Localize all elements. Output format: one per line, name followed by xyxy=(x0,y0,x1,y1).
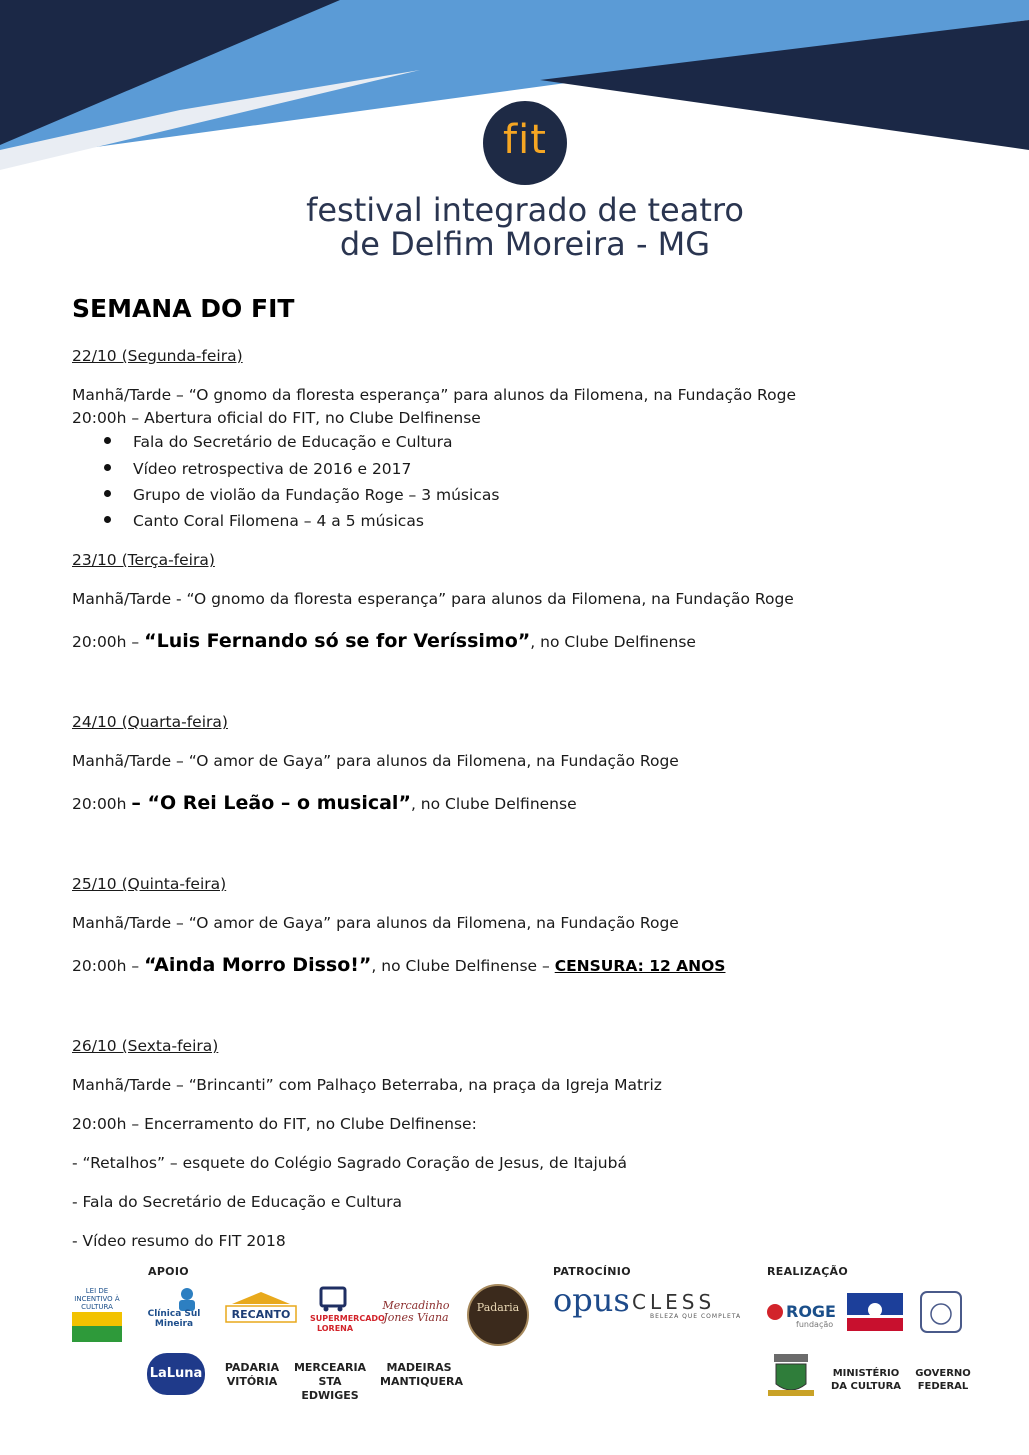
laluna-logo: LaLuna xyxy=(149,1366,203,1381)
jones-viana-logo: Mercadinho Jones Viana xyxy=(382,1299,450,1324)
day-date: 26/10 (Sexta-feira) xyxy=(72,1037,219,1055)
padaria-logo-badge xyxy=(467,1284,529,1346)
lei-incentivo-logo xyxy=(72,1312,122,1342)
padaria-vitoria-label: PADARIA VITÓRIA xyxy=(224,1361,280,1388)
fit-logo-mark: fit xyxy=(503,117,547,163)
list-item: - “Retalhos” – esquete do Colégio Sagrado Coração de Jesus, de Itajubá xyxy=(72,1154,627,1172)
festival-title-line2: de Delfim Moreira - MG xyxy=(339,225,711,263)
madeiras-label: MADEIRAS MANTIQUERA xyxy=(380,1361,464,1388)
realizacao-label: REALIZAÇÃO xyxy=(767,1265,849,1278)
mercearia-label: MERCEARIA STA EDWIGES xyxy=(293,1361,367,1402)
list-item: Vídeo retrospectiva de 2016 e 2017 xyxy=(104,460,411,478)
roge-logo: ROGE xyxy=(786,1302,836,1321)
day-evening: 20:00h – “Luis Fernando só se for Veríssimo”, no Clube Delfinense xyxy=(72,630,696,652)
list-item: - Vídeo resumo do FIT 2018 xyxy=(72,1232,286,1250)
seal-emblem xyxy=(919,1290,963,1334)
apoio-label: APOIO xyxy=(148,1265,189,1278)
cless-logo: CLESS xyxy=(632,1290,716,1314)
day-date: 25/10 (Quinta-feira) xyxy=(72,875,227,893)
padaria-logo: Padaria xyxy=(476,1301,520,1314)
day-evening: 20:00h – Encerramento do FIT, no Clube Delfinense: xyxy=(72,1115,477,1133)
day-morning: Manhã/Tarde – “Brincanti” com Palhaço Beterraba, na praça da Igreja Matriz xyxy=(72,1076,662,1094)
day-morning: Manhã/Tarde – “O gnomo da floresta esperança” para alunos da Filomena, na Fundação Roge xyxy=(72,386,796,404)
cart-icon xyxy=(317,1286,351,1312)
ministerio-cultura-label: MINISTÉRIO DA CULTURA xyxy=(830,1368,902,1392)
list-item: - Fala do Secretário de Educação e Cultura xyxy=(72,1193,403,1211)
day-evening: 20:00h – Abertura oficial do FIT, no Clube Delfinense xyxy=(72,409,481,427)
list-item: Fala do Secretário de Educação e Cultura xyxy=(104,433,453,451)
clinica-logo: Clínica Sul Mineira xyxy=(147,1309,201,1329)
cless-tagline: BELEZA QUE COMPLETA xyxy=(650,1313,742,1320)
governo-federal-label: GOVERNO FEDERAL xyxy=(915,1368,971,1392)
lorena-logo: SUPERMERCADO LORENA xyxy=(310,1314,385,1333)
day-morning: Manhã/Tarde – “O amor de Gaya” para alunos da Filomena, na Fundação Roge xyxy=(72,752,679,770)
municipal-flag xyxy=(847,1293,903,1331)
lei-incentivo-text: LEI DE INCENTIVO À CULTURA xyxy=(74,1287,120,1311)
patrocinio-label: PATROCÍNIO xyxy=(553,1265,631,1278)
recanto-logo: RECANTO xyxy=(231,1308,291,1321)
day-date: 24/10 (Quarta-feira) xyxy=(72,713,228,731)
festival-title-line1: festival integrado de teatro xyxy=(306,191,744,229)
day-morning: Manhã/Tarde – “O amor de Gaya” para alunos da Filomena, na Fundação Roge xyxy=(72,914,679,932)
day-evening: 20:00h – “O Rei Leão – o musical”, no Clube Delfinense xyxy=(72,792,577,814)
day-date: 22/10 (Segunda-feira) xyxy=(72,347,243,365)
roge-icon xyxy=(767,1304,783,1320)
coat-of-arms-emblem xyxy=(766,1352,816,1398)
day-evening: 20:00h – “Ainda Morro Disso!”, no Clube Delfinense – CENSURA: 12 ANOS xyxy=(72,954,726,976)
list-item: Canto Coral Filomena – 4 a 5 músicas xyxy=(104,512,424,530)
list-item: Grupo de violão da Fundação Roge – 3 músicas xyxy=(104,486,499,504)
page-title: SEMANA DO FIT xyxy=(72,294,295,323)
day-date: 23/10 (Terça-feira) xyxy=(72,551,215,569)
roge-subtitle: fundação xyxy=(796,1320,834,1329)
opus-logo: opus xyxy=(553,1281,630,1319)
day-morning: Manhã/Tarde - “O gnomo da floresta esperança” para alunos da Filomena, na Fundação Roge xyxy=(72,590,794,608)
